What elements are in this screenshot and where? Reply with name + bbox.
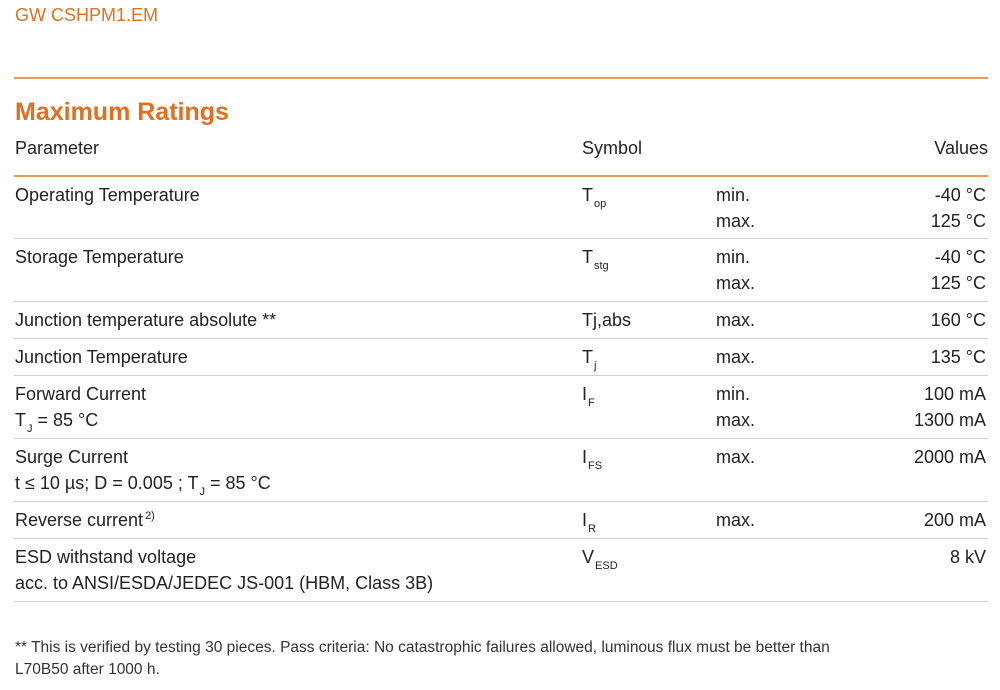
parameter-cell [15,381,575,436]
parameter-cell [15,444,575,499]
qualifier-cell [716,182,755,234]
symbol-base: T [582,185,593,205]
table-row-junction-temperature [14,339,988,376]
value-cell [914,444,986,470]
parameter-name: Junction temperature absolute ** [15,310,277,330]
qualifier: min. [716,247,751,267]
table-row-surge-current [14,439,988,502]
symbol-subscript: ESD [595,560,618,572]
value-cell [931,344,986,370]
qualifier-cell [716,307,755,333]
symbol-cell [582,507,596,536]
value: 1300 mA [913,410,986,430]
parameter-name: ESD withstand voltage [15,547,197,567]
symbol-cell [582,444,602,473]
symbol-subscript: j [594,360,597,372]
document-id: GW CSHPM1.EM [15,5,159,25]
qualifier: min. [716,185,751,205]
value: 8 kV [949,547,986,567]
table-row-forward-current [14,376,988,439]
footnote [15,637,975,681]
ratings-table [14,177,988,602]
symbol-subscript: op [594,198,607,210]
value-cell [950,544,986,570]
value-cell [931,244,986,296]
value: 2000 mA [913,447,986,467]
header-symbol: Symbol [582,138,643,158]
parameter-cell [15,182,575,208]
qualifier: max. [716,310,756,330]
qualifier: max. [716,347,756,367]
qualifier: max. [716,447,756,467]
symbol-base: T [582,347,593,367]
value-cell [914,381,986,433]
value-cell [931,307,986,333]
value: 135 °C [930,347,986,367]
symbol-cell [582,182,606,211]
symbol-cell [582,344,596,373]
qualifier-cell [716,507,755,533]
header-values: Values [934,138,988,158]
symbol-subscript: FS [588,460,603,472]
symbol-base: V [582,547,595,567]
symbol-subscript: F [588,397,595,409]
header-parameter: Parameter [15,138,100,158]
value: -40 °C [934,185,986,205]
value: 200 mA [923,510,986,530]
value: 125 °C [930,211,986,231]
parameter-cell [15,307,575,333]
qualifier-cell [716,381,755,433]
symbol-base: T [582,247,593,267]
qualifier-cell [716,444,755,470]
table-row-junction-temperature-absolute [14,302,988,339]
value: 100 mA [923,384,986,404]
symbol-subscript: R [588,523,596,535]
qualifier: max. [716,273,756,293]
parameter-name: Junction Temperature [15,347,188,367]
footnote-line: ** This is verified by testing 30 pieces. Pass criteria: No catastrophic failures allowed, luminous flux must be better than [15,639,830,656]
parameter-condition: $T_J = 85$ °C [15,410,99,435]
qualifier: min. [716,384,751,404]
value-cell [924,507,986,533]
symbol-cell [582,244,609,273]
parameter-cell [15,344,575,370]
qualifier: max. [716,410,756,430]
qualifier-cell [716,344,755,370]
parameter-name: Forward Current [15,384,147,404]
qualifier: max. [716,211,756,231]
parameter-cell [15,507,575,536]
symbol-subscript: stg [594,260,609,272]
footnote-line: L70B50 after 1000 h. [15,661,160,678]
parameter-name: Reverse current [15,510,144,530]
table-row-storage-temperature [14,239,988,302]
value: 160 °C [930,310,986,330]
value-cell [931,182,986,234]
symbol-cell [582,307,631,333]
footnote-reference: 2) [145,510,155,522]
symbol-base: I [582,510,588,530]
symbol-cell [582,544,618,573]
value: -40 °C [934,247,986,267]
qualifier-cell [716,244,755,296]
parameter-condition: t ≤ 10 µs; D = 0.005 ; $T_J = 85$ °C [15,473,271,498]
parameter-condition: acc. to ANSI/ESDA/JEDEC JS-001 (HBM, Class 3B) [15,573,434,593]
value: 125 °C [930,273,986,293]
parameter-cell [15,544,575,596]
table-row-reverse-current [14,502,988,539]
qualifier: max. [716,510,756,530]
parameter-cell [15,244,575,270]
table-header [14,137,988,177]
parameter-name: Surge Current [15,447,129,467]
section-title: Maximum Ratings [15,98,229,126]
symbol-base: I [582,447,588,467]
header-divider [14,77,988,79]
table-row-operating-temperature [14,177,988,239]
table-row-esd-withstand-voltage [14,539,988,602]
parameter-name: Operating Temperature [15,185,200,205]
symbol-base: I [582,384,588,404]
symbol-cell [582,381,595,410]
parameter-name: Storage Temperature [15,247,184,267]
symbol-text: Tj,abs [582,310,632,330]
